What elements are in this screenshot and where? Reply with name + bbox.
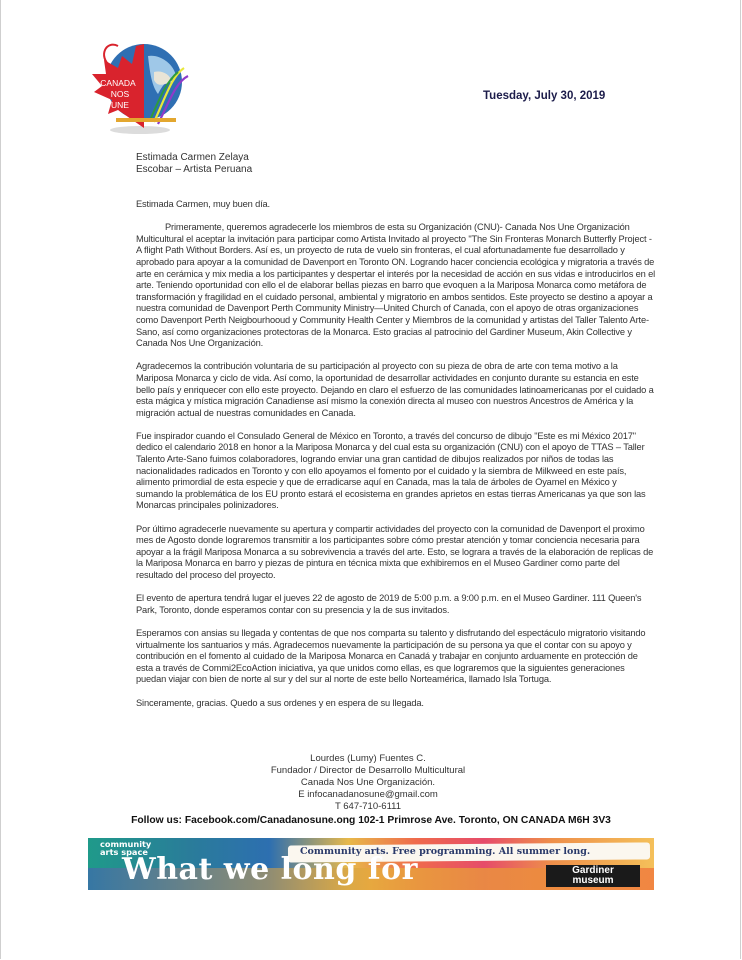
banner-kicker-line1: community [100, 839, 152, 849]
paragraph-contribution: Agradecemos la contribución voluntaria de su participación al proyecto con su pieza de obra de arte con tema motivo a la Mariposa Monarca y ciclo de vida. Así como, la oportunidad de desarrollar actividades en conjunto durante su estancia en este bello país y enriquecer con ello este proyecto. Dejando en claro el esfuerzo de las comunidades latinoamericanas por el cuidado a esta mágica y mística migración Canadiense así mismo la conexión directa al museo con nuestros Ancestros de América y la migración actual de nuestras comunidades en Canada. [136, 361, 654, 418]
svg-text:NOS: NOS [110, 89, 130, 99]
paragraph-august: Por último agradecerle nuevamente su apertura y compartir actividades del proyecto con la comunidad de Davenport el proximo mes de Agosto donde lograremos transmitir a los participantes sobre cómo prestar atención y tomar conciencia necesaria para apoyar a la frágil Mariposa Monarca a su sobrevivencia a través del arte. Esto, se lograra a través de la elaboración de replicas de la Mariposa Monarca en barro y piezas de pintura en técnica mixta que exhibiremos en el Museo Gardiner como parte del resultado del proceso del proyecto. [136, 523, 654, 580]
signer-organization: Canada Nos Une Organización. [300, 777, 436, 788]
letter-date: Tuesday, July 30, 2019 [483, 90, 606, 102]
signer-name: Lourdes (Lumy) Fuentes C. [310, 753, 426, 764]
signer-phone: T 647-710-6111 [334, 801, 402, 812]
letter-body [136, 199, 656, 721]
globe-maple-leaf-icon [88, 36, 190, 136]
canada-nos-une-logo [88, 36, 190, 136]
svg-text:UNE: UNE [111, 100, 129, 110]
paragraph-opening-event: El evento de apertura tendrá lugar el jueves 22 de agosto de 2019 de 5:00 p.m. a 9:00 p.m. en el Museo Gardiner. 111 Queen's Park, Toronto, donde esperamos contar con su presencia y la de sus invitados. [136, 593, 642, 615]
banner-headline: What we long for [122, 852, 418, 887]
follow-us-line: Follow us: Facebook.com/Canadanosune.ong 102-1 Primrose Ave. Toronto, ON CANADA M6H 3V3 [131, 815, 611, 826]
gardiner-museum-logo [546, 865, 640, 887]
signature-block [0, 753, 742, 813]
svg-text:CANADA: CANADA [100, 78, 136, 88]
recipient-name-line: Estimada Carmen Zelaya [136, 152, 249, 163]
paragraph-closing: Esperamos con ansias su llegada y contentas de que nos comparta su talento y disfrutando del espectáculo migratorio visitando virtualmente los santuarios y más. Agradecemos nuevamente la participación de su persona ya que el contar con su apoyo y contribución en el fomento al cuidado de la Mariposa Monarca en Canadá y trabajar en conjunto arduamente en protección de esta a través de Commi2EcoAction iniciativa, ya que unidos como ellas, es que lograremos que la siguientes generaciones puedan viajar con bien de norte al sur y del sur al norte de este bello Norteamérica, llamado Isla Tortuga. [136, 627, 646, 685]
signer-title: Fundador / Director de Desarrollo Multicultural [270, 765, 466, 776]
recipient-title-line: Escobar – Artista Peruana [136, 164, 253, 175]
gardiner-museum-banner [88, 838, 654, 890]
signer-email: E infocanadanosune@gmail.com [298, 789, 438, 800]
paragraph-consulate: Fue inspirador cuando el Consulado General de México en Toronto, a través del concurso de dibujo "Este es mi México 2017" dedico el calendario 2018 en honor a la Mariposa Monarca y del cual esta su organización (CNU) con el apoyo de TTAS – Taller Talento Arte-Sano fuimos colaboradores, logrando enviar una gran cantidad de dibujos realizados por niños de todas las nacionalidades radicados en Toronto y con ello apoyamos el fomento por el cuidado y la siembra de Milkweed en este país, alimento primordial de esta especie y que de erradicarse aquí en Canada, mas la tala de árboles de Oyamel en México y sumando la problemática de los EU pronto estará el ecosistema en grandes aprietos en estas tierras Americanas ya que son las Monarcas principales polinizadores. [136, 430, 646, 511]
greeting: Estimada Carmen, muy buen día. [136, 199, 270, 209]
banner-kicker-line2: arts space [100, 847, 148, 857]
banner-tagline: Community arts. Free programming. All summer long. [300, 846, 591, 857]
recipient-block [136, 152, 252, 176]
sign-off: Sinceramente, gracias. Quedo a sus ordenes y en espera de su llegada. [136, 697, 424, 708]
museum-logo-line2: museum [572, 875, 614, 886]
museum-logo-line1: Gardiner [572, 865, 614, 876]
paragraph-intro: Primeramente, queremos agradecerle los miembros de esta su Organización (CNU)- Canada Nos Une Organización Multicultural el aceptar la invitación para participar como Artista Invitado al proyecto "The Sin Fronteras Monarch Butterfly Project - A flight Path Without Borders. Así es, un proyecto de ruta de vuelo sin fronteras, el cual afortunadamente fue desarrollado y aprobado para apoyar a la comunidad de Davenport en Toronto ON. Logrando hacer conciencia ecológica y migratoria a través de arte en cerámica y mix media a los participantes y despertar el interés por la necesidad de acción en sus vidas e introducirlos en el arte. Teniendo oportunidad con ello el de elaborar bellas piezas en barro que evoquen a la Mariposa Monarca como metáfora de transformación y fragilidad en el cuidado personal, ambiental y migratorio en ambos sentidos. Este proyecto se destino a apoyar a nuestra comunidad de Davenport Perth Community Ministry—United Church of Canada, con el apoyo de otras organizaciones como Davenport Perth Neigbourhooud y Community Health Center y Miembros de la comunidad y artistas del Taller Talento Arte- Sano, así como organizaciones protectoras de la Monarca. Esto gracias al patrocinio del Gardiner Museum, Akin Collective y Canada Nos Une Organización. [136, 222, 656, 349]
